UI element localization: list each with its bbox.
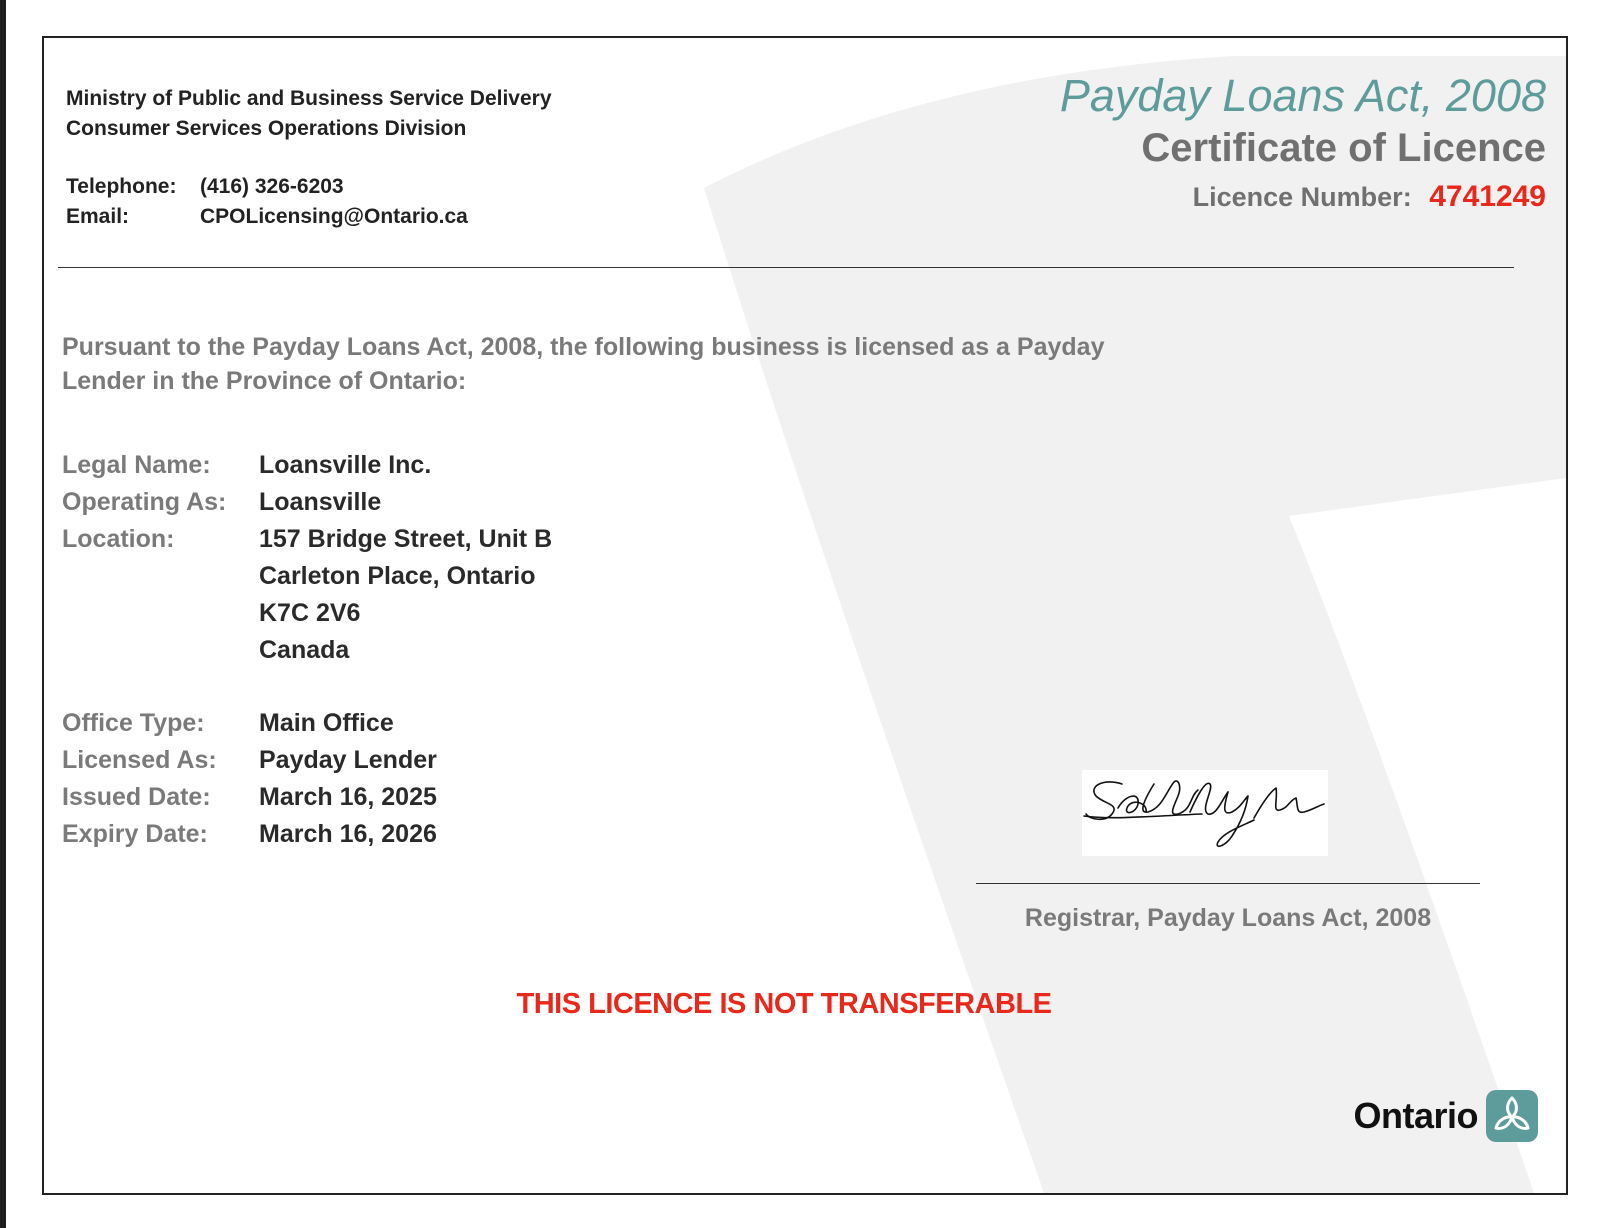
header-divider [58, 267, 1514, 268]
licensed-as-value: Payday Lender [259, 746, 437, 774]
office-type-value: Main Office [259, 709, 394, 737]
act-title: Payday Loans Act, 2008 [1059, 70, 1546, 121]
operating-as-label: Operating As: [62, 488, 227, 516]
office-type-label: Office Type: [62, 709, 205, 737]
issued-date-value: March 16, 2025 [259, 783, 437, 811]
signature-line [976, 883, 1480, 884]
operating-as-row [62, 484, 552, 521]
licence-number-label: Licence Number: [1192, 182, 1412, 212]
licence-number-row [1060, 174, 1546, 220]
left-edge-strip [0, 0, 6, 1228]
email-row [66, 202, 468, 232]
expiry-date-value: March 16, 2026 [259, 820, 437, 848]
legal-name-row [62, 447, 552, 484]
legal-name-value: Loansville Inc. [259, 451, 432, 479]
office-type-row [62, 705, 552, 742]
location-row [62, 521, 552, 669]
issued-date-label: Issued Date: [62, 783, 211, 811]
licensed-as-row [62, 742, 552, 779]
non-transferable-notice: THIS LICENCE IS NOT TRANSFERABLE [516, 988, 1052, 1020]
telephone-label: Telephone: [66, 175, 177, 198]
title-block [1060, 68, 1546, 220]
ontario-logo [1353, 1090, 1538, 1142]
intro-statement: Pursuant to the Payday Loans Act, 2008, the following business is licensed as a Payday Lender in the Province of Ontario: [62, 333, 1105, 395]
licensed-as-label: Licensed As: [62, 746, 217, 774]
location-label: Location: [62, 525, 175, 553]
ministry-block [66, 84, 552, 144]
ministry-name: Ministry of Public and Business Service Delivery [66, 87, 552, 110]
address-line: K7C 2V6 [259, 599, 361, 627]
address-line: 157 Bridge Street, Unit B [259, 525, 553, 553]
ontario-wordmark: Ontario [1353, 1095, 1478, 1136]
expiry-date-label: Expiry Date: [62, 820, 208, 848]
address-line: Carleton Place, Ontario [259, 562, 536, 590]
address-line: Canada [259, 636, 350, 664]
legal-name-label: Legal Name: [62, 451, 211, 479]
division-name: Consumer Services Operations Division [66, 117, 467, 140]
expiry-date-row [62, 816, 552, 853]
operating-as-value: Loansville [259, 488, 382, 516]
issued-date-row [62, 779, 552, 816]
registrar-signature [1082, 770, 1328, 856]
location-value [259, 521, 552, 669]
trillium-icon [1486, 1090, 1538, 1142]
contact-block [66, 172, 468, 232]
certificate [42, 36, 1568, 1195]
licence-number: 4741249 [1429, 180, 1546, 213]
registrar-caption: Registrar, Payday Loans Act, 2008 [1024, 904, 1432, 932]
email-value: CPOLicensing@Ontario.ca [200, 205, 468, 228]
telephone-row [66, 172, 468, 202]
certificate-title: Certificate of Licence [1141, 126, 1546, 170]
email-label: Email: [66, 205, 130, 228]
licence-details [62, 447, 552, 853]
telephone-value: (416) 326-6203 [200, 175, 344, 198]
